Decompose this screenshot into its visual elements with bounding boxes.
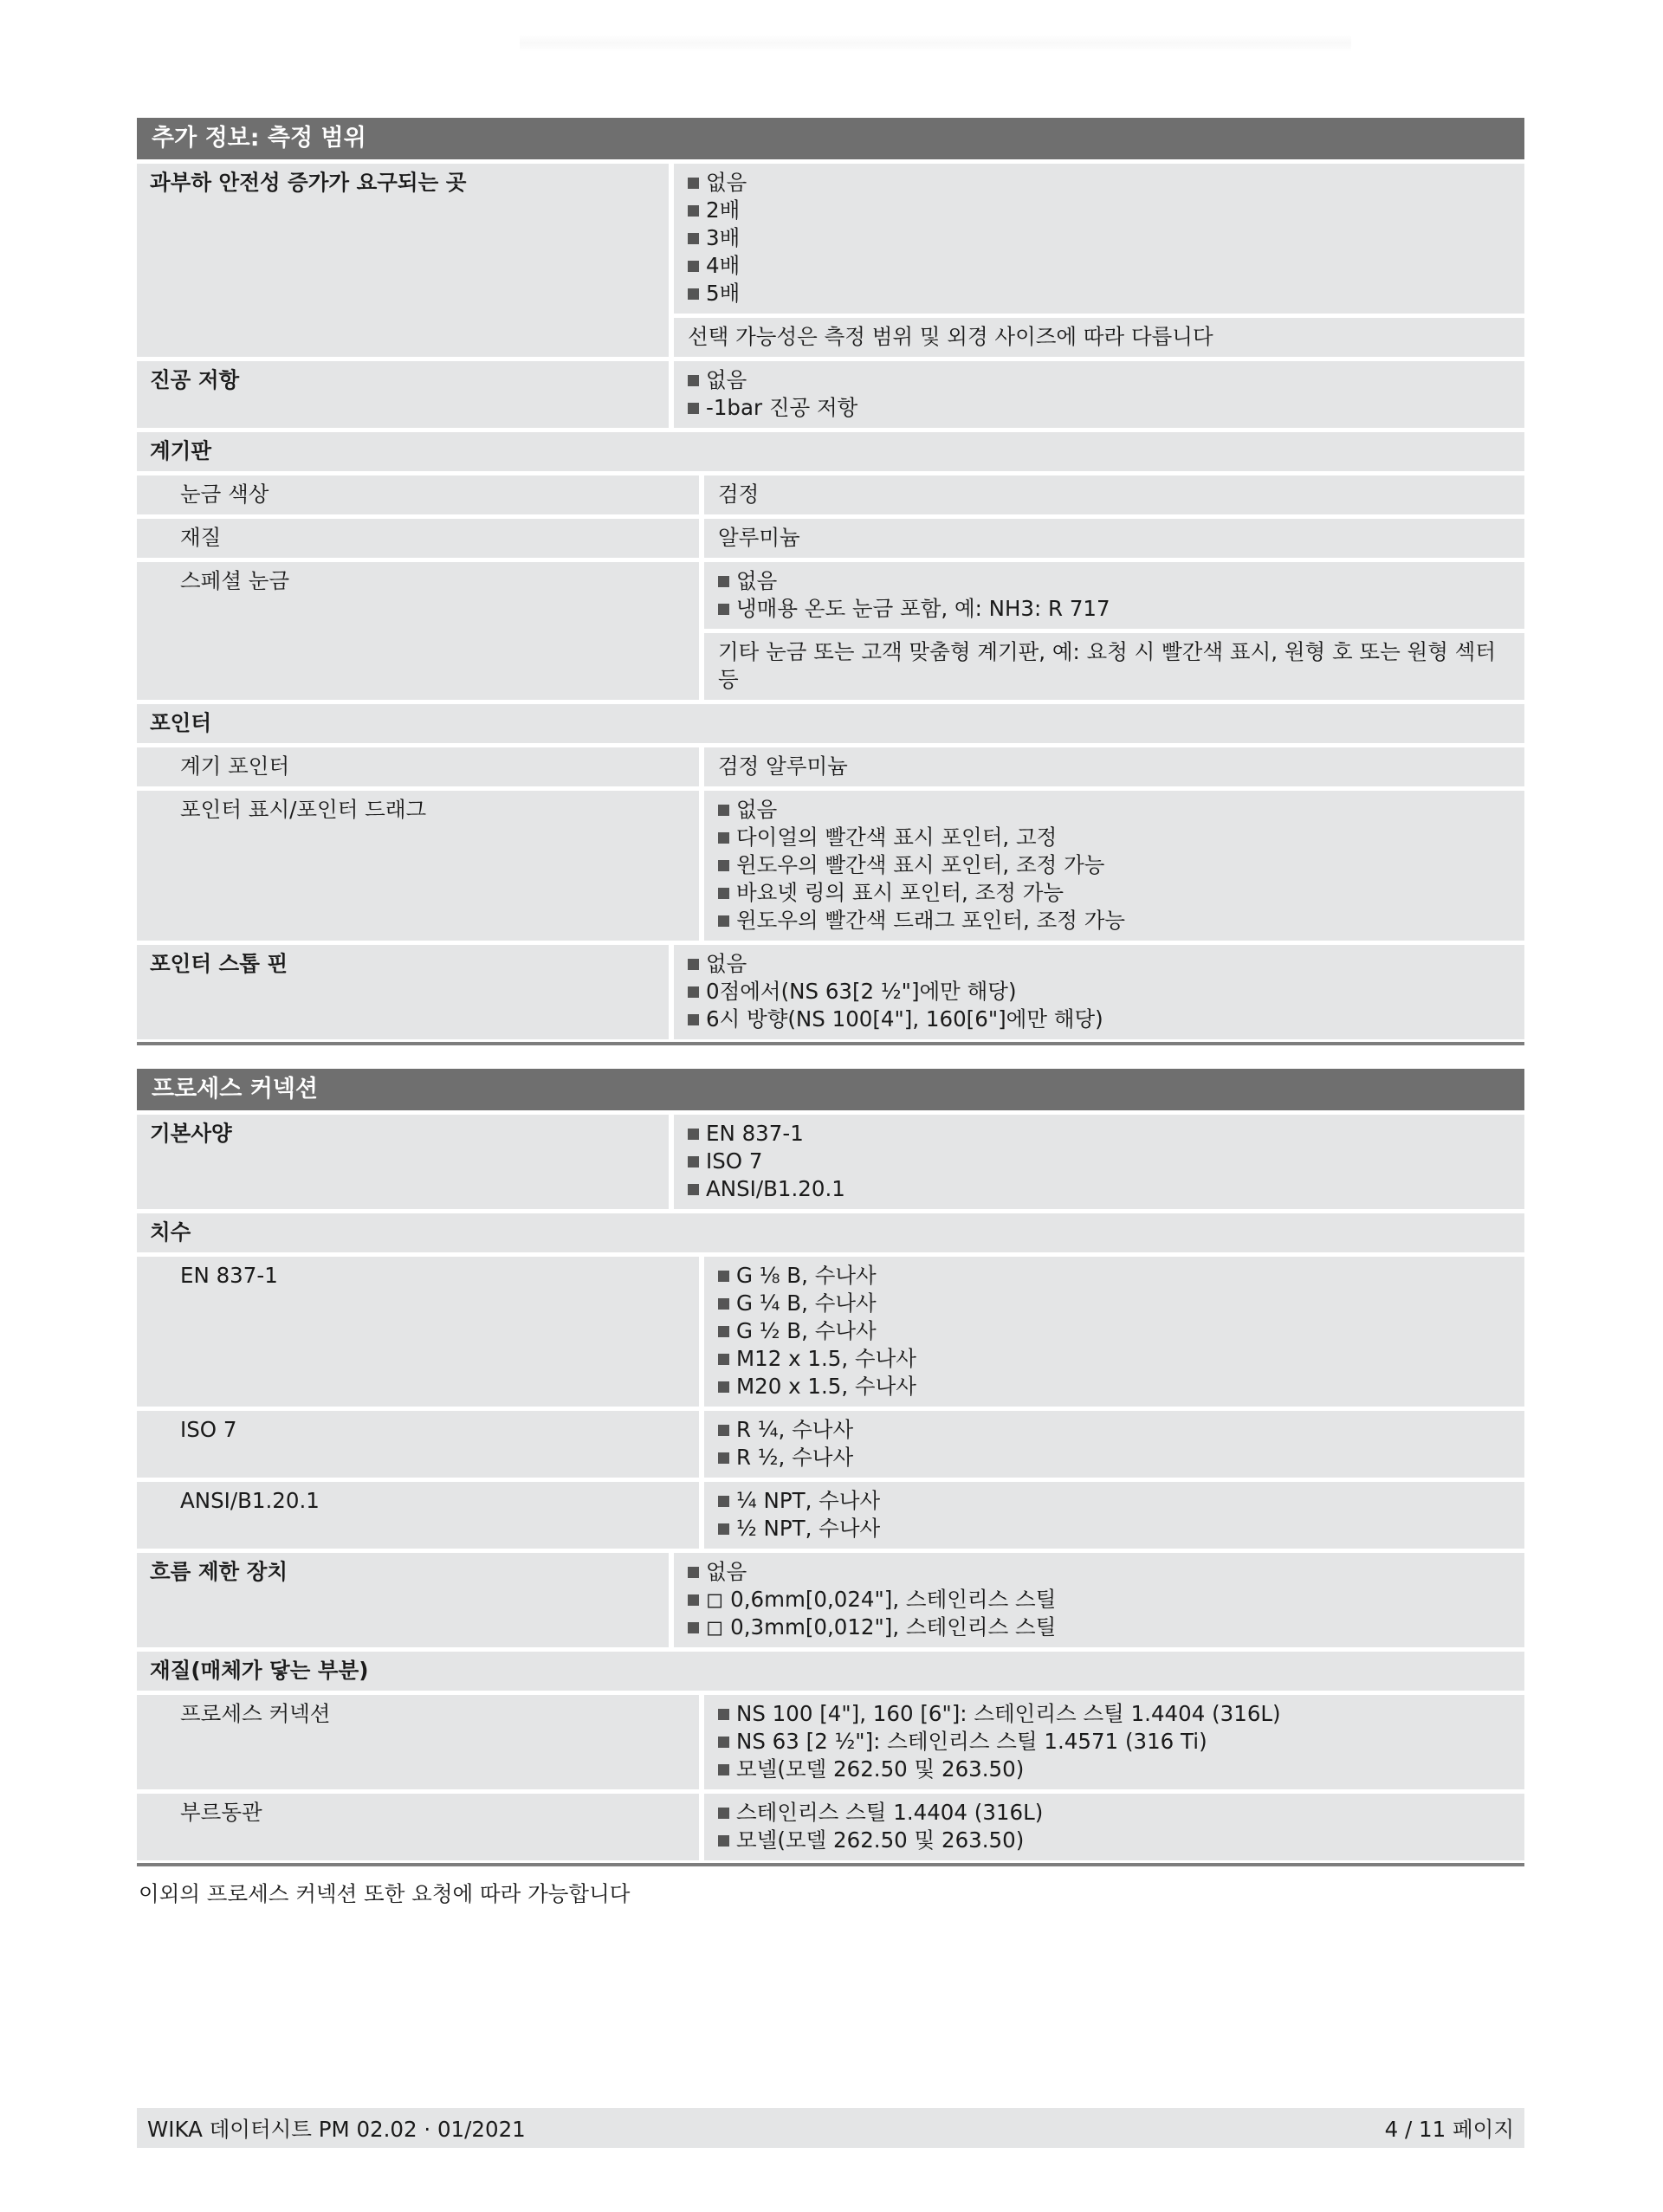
bullet-item xyxy=(718,1756,1514,1783)
square-bullet-icon xyxy=(688,1567,699,1578)
spec-row xyxy=(137,164,1524,357)
bullet-text: ISO 7 xyxy=(706,1148,763,1174)
square-bullet-icon xyxy=(718,1523,729,1535)
value-block xyxy=(674,945,1524,1039)
square-bullet-icon xyxy=(688,959,699,970)
bullet-item xyxy=(688,950,1514,978)
spec-row xyxy=(137,747,1524,786)
bullet-text: 없음 xyxy=(736,568,778,593)
square-bullet-icon xyxy=(718,1496,729,1507)
bullet-item xyxy=(688,1586,1514,1614)
bullet-text: 없음 xyxy=(736,797,778,822)
bullet-text: ½ NPT, 수나사 xyxy=(736,1516,881,1541)
bullet-text: 모넬(모델 262.50 및 263.50) xyxy=(736,1827,1025,1853)
section-process-connection xyxy=(137,1069,1524,1908)
spec-label: ISO 7 xyxy=(137,1411,699,1478)
bullet-text: ANSI/B1.20.1 xyxy=(706,1176,845,1201)
value-block xyxy=(674,164,1524,314)
square-bullet-icon xyxy=(718,1354,729,1365)
spec-values xyxy=(704,1257,1524,1407)
page-footer xyxy=(137,2108,1524,2148)
square-bullet-icon xyxy=(718,604,729,615)
bullet-text: 윈도우의 빨간색 드래그 포인터, 조정 가능 xyxy=(736,908,1126,933)
square-bullet-icon xyxy=(688,178,699,189)
spec-rows xyxy=(137,1115,1524,1860)
bullet-text: 모넬(모델 262.50 및 263.50) xyxy=(736,1756,1025,1782)
value-block xyxy=(704,475,1524,514)
bullet-text: M20 x 1.5, 수나사 xyxy=(736,1374,916,1399)
value-block xyxy=(704,519,1524,558)
bullet-item xyxy=(688,224,1514,252)
value-block xyxy=(704,1257,1524,1407)
bullet-text: NS 63 [2 ½"]: 스테인리스 스틸 1.4571 (316 Ti) xyxy=(736,1729,1207,1754)
spec-values xyxy=(704,791,1524,941)
square-bullet-icon xyxy=(688,288,699,300)
bullet-text: ¼ NPT, 수나사 xyxy=(736,1488,881,1513)
spec-row xyxy=(137,475,1524,514)
section-divider xyxy=(137,1042,1524,1045)
bullet-item xyxy=(718,907,1514,935)
spec-label: 기본사양 xyxy=(137,1115,669,1209)
square-bullet-icon xyxy=(718,888,729,899)
bullet-item xyxy=(718,1515,1514,1543)
bullet-text: 5배 xyxy=(706,281,741,306)
bullet-item xyxy=(688,169,1514,197)
bullet-item xyxy=(688,1006,1514,1033)
footnote: 이외의 프로세스 커넥션 또한 요청에 따라 가능합니다 xyxy=(139,1881,631,1906)
spec-values xyxy=(704,1482,1524,1549)
spec-row xyxy=(137,1794,1524,1860)
bullet-item xyxy=(718,1373,1514,1400)
bullet-text: G ½ B, 수나사 xyxy=(736,1318,877,1343)
spec-label: 계기 포인터 xyxy=(137,747,699,786)
spec-values xyxy=(674,945,1524,1039)
bullet-text: 바요넷 링의 표시 포인터, 조정 가능 xyxy=(736,880,1064,905)
value-text: 알루미늄 xyxy=(718,525,800,550)
spec-row xyxy=(137,519,1524,558)
square-bullet-icon xyxy=(718,1326,729,1337)
square-bullet-icon xyxy=(688,375,699,386)
bullet-text: 없음 xyxy=(706,1559,747,1584)
bullet-text: EN 837-1 xyxy=(706,1121,804,1146)
bullet-text: ◻ 0,3mm[0,012"], 스테인리스 스틸 xyxy=(706,1614,1057,1640)
value-text: 검정 xyxy=(718,482,760,507)
square-bullet-icon xyxy=(688,1014,699,1025)
bullet-text: 냉매용 온도 눈금 포함, 예: NH3: R 717 xyxy=(736,596,1110,621)
spec-label: 흐름 제한 장치 xyxy=(137,1553,669,1647)
bullet-item xyxy=(718,824,1514,851)
bullet-text: 없음 xyxy=(706,367,747,392)
square-bullet-icon xyxy=(718,1452,729,1464)
section-title: 프로세스 커넥션 xyxy=(137,1069,1524,1110)
bullet-text: 없음 xyxy=(706,951,747,976)
square-bullet-icon xyxy=(718,915,729,927)
bullet-text: NS 100 [4"], 160 [6"]: 스테인리스 스틸 1.4404 (316L) xyxy=(736,1701,1281,1726)
bullet-text: 6시 방향(NS 100[4"], 160[6"]에만 해당) xyxy=(706,1006,1103,1032)
group-heading: 계기판 xyxy=(137,432,1524,471)
bullet-text: 0점에서(NS 63[2 ½"]에만 해당) xyxy=(706,979,1017,1004)
square-bullet-icon xyxy=(688,233,699,244)
square-bullet-icon xyxy=(718,1764,729,1775)
spec-row xyxy=(137,791,1524,941)
bullet-text: G ⅛ B, 수나사 xyxy=(736,1263,877,1288)
square-bullet-icon xyxy=(688,1184,699,1195)
value-block xyxy=(704,562,1524,629)
square-bullet-icon xyxy=(718,1425,729,1436)
bullet-item xyxy=(718,1487,1514,1515)
value-block xyxy=(674,361,1524,428)
square-bullet-icon xyxy=(718,805,729,816)
square-bullet-icon xyxy=(718,1298,729,1310)
group-heading: 치수 xyxy=(137,1213,1524,1252)
spec-label: 스페셜 눈금 xyxy=(137,562,699,700)
scan-shadow xyxy=(520,35,1351,52)
spec-values xyxy=(704,1794,1524,1860)
bullet-item xyxy=(718,567,1514,595)
spec-values xyxy=(674,164,1524,357)
bullet-text: M12 x 1.5, 수나사 xyxy=(736,1346,916,1371)
bullet-item xyxy=(688,1558,1514,1586)
bullet-item xyxy=(688,197,1514,224)
spec-label: 프로세스 커넥션 xyxy=(137,1695,699,1789)
spec-row xyxy=(137,1411,1524,1478)
bullet-text: 윈도우의 빨간색 표시 포인터, 조정 가능 xyxy=(736,852,1105,877)
bullet-item xyxy=(718,1444,1514,1471)
spec-values xyxy=(704,562,1524,700)
spec-row xyxy=(137,1257,1524,1407)
spec-row xyxy=(137,945,1524,1039)
spec-rows xyxy=(137,164,1524,1039)
bullet-item xyxy=(688,366,1514,394)
square-bullet-icon xyxy=(688,1156,699,1167)
section-divider xyxy=(137,1863,1524,1866)
square-bullet-icon xyxy=(688,403,699,414)
bullet-text: G ¼ B, 수나사 xyxy=(736,1290,877,1316)
bullet-item xyxy=(688,252,1514,280)
bullet-item xyxy=(688,1614,1514,1641)
value-text: 선택 가능성은 측정 범위 및 외경 사이즈에 따라 다릅니다 xyxy=(688,324,1213,349)
value-text: 검정 알루미늄 xyxy=(718,754,848,779)
spec-label: 진공 저항 xyxy=(137,361,669,428)
square-bullet-icon xyxy=(718,1271,729,1282)
value-block xyxy=(704,1695,1524,1789)
footer-document-id: WIKA 데이터시트 PM 02.02 · 01/2021 xyxy=(147,2116,526,2142)
spec-values xyxy=(704,475,1524,514)
spec-label: EN 837-1 xyxy=(137,1257,699,1407)
bullet-text: 3배 xyxy=(706,225,741,250)
value-block xyxy=(704,1794,1524,1860)
bullet-item xyxy=(718,1827,1514,1854)
square-bullet-icon xyxy=(688,1129,699,1140)
value-block xyxy=(704,1482,1524,1549)
spec-values xyxy=(674,1553,1524,1647)
bullet-item xyxy=(718,1262,1514,1290)
square-bullet-icon xyxy=(718,1709,729,1720)
square-bullet-icon xyxy=(718,576,729,587)
bullet-item xyxy=(718,879,1514,907)
value-text: 기타 눈금 또는 고객 맞춤형 계기판, 예: 요청 시 빨간색 표시, 원형 호 또는 원형 섹터 등 xyxy=(718,639,1496,692)
spec-values xyxy=(704,1695,1524,1789)
bullet-item xyxy=(688,978,1514,1006)
spec-values xyxy=(674,361,1524,428)
bullet-item xyxy=(718,1290,1514,1317)
footer-page-number: 4 / 11 페이지 xyxy=(1384,2116,1514,2142)
spec-values xyxy=(704,747,1524,786)
spec-values xyxy=(704,519,1524,558)
spec-label: 포인터 표시/포인터 드래그 xyxy=(137,791,699,941)
spec-values xyxy=(704,1411,1524,1478)
square-bullet-icon xyxy=(688,986,699,998)
value-block xyxy=(704,633,1524,700)
square-bullet-icon xyxy=(688,1594,699,1606)
bullet-text: 2배 xyxy=(706,197,741,223)
spec-label: 과부하 안전성 증가가 요구되는 곳 xyxy=(137,164,669,357)
bullet-text: 다이얼의 빨간색 표시 포인터, 고정 xyxy=(736,825,1058,850)
bullet-text: ◻ 0,6mm[0,024"], 스테인리스 스틸 xyxy=(706,1587,1057,1612)
section-title: 추가 정보: 측정 범위 xyxy=(137,118,1524,159)
bullet-item xyxy=(688,1175,1514,1203)
bullet-item xyxy=(718,796,1514,824)
bullet-text: R ½, 수나사 xyxy=(736,1445,854,1470)
square-bullet-icon xyxy=(718,1808,729,1819)
bullet-item xyxy=(718,1700,1514,1728)
group-heading: 재질(매체가 닿는 부분) xyxy=(137,1652,1524,1691)
bullet-item xyxy=(688,1148,1514,1175)
bullet-text: 없음 xyxy=(706,170,747,195)
spec-row xyxy=(137,361,1524,428)
section-measuring-range xyxy=(137,118,1524,1045)
spec-label: 재질 xyxy=(137,519,699,558)
bullet-item xyxy=(718,1317,1514,1345)
bullet-item xyxy=(718,1799,1514,1827)
value-block xyxy=(704,747,1524,786)
bullet-item xyxy=(718,595,1514,623)
value-block xyxy=(674,1553,1524,1647)
value-block xyxy=(704,1411,1524,1478)
spec-values xyxy=(674,1115,1524,1209)
spec-row xyxy=(137,1553,1524,1647)
group-heading: 포인터 xyxy=(137,704,1524,743)
square-bullet-icon xyxy=(688,261,699,272)
bullet-item xyxy=(688,394,1514,422)
spec-row xyxy=(137,1115,1524,1209)
bullet-text: R ¼, 수나사 xyxy=(736,1417,854,1442)
bullet-text: 4배 xyxy=(706,253,741,278)
value-block xyxy=(674,318,1524,357)
spec-row xyxy=(137,562,1524,700)
bullet-item xyxy=(688,280,1514,307)
bullet-text: 스테인리스 스틸 1.4404 (316L) xyxy=(736,1800,1044,1825)
square-bullet-icon xyxy=(688,1622,699,1633)
bullet-item xyxy=(688,1120,1514,1148)
bullet-item xyxy=(718,1416,1514,1444)
spec-label: ANSI/B1.20.1 xyxy=(137,1482,699,1549)
spec-label: 포인터 스톱 핀 xyxy=(137,945,669,1039)
square-bullet-icon xyxy=(718,832,729,844)
square-bullet-icon xyxy=(688,205,699,217)
square-bullet-icon xyxy=(718,1835,729,1847)
spec-label: 눈금 색상 xyxy=(137,475,699,514)
spec-row xyxy=(137,1695,1524,1789)
bullet-item xyxy=(718,1345,1514,1373)
spec-row xyxy=(137,1482,1524,1549)
bullet-text: -1bar 진공 저항 xyxy=(706,395,858,420)
square-bullet-icon xyxy=(718,860,729,871)
value-block xyxy=(674,1115,1524,1209)
square-bullet-icon xyxy=(718,1381,729,1393)
bullet-item xyxy=(718,1728,1514,1756)
square-bullet-icon xyxy=(718,1737,729,1748)
spec-label: 부르동관 xyxy=(137,1794,699,1860)
value-block xyxy=(704,791,1524,941)
bullet-item xyxy=(718,851,1514,879)
